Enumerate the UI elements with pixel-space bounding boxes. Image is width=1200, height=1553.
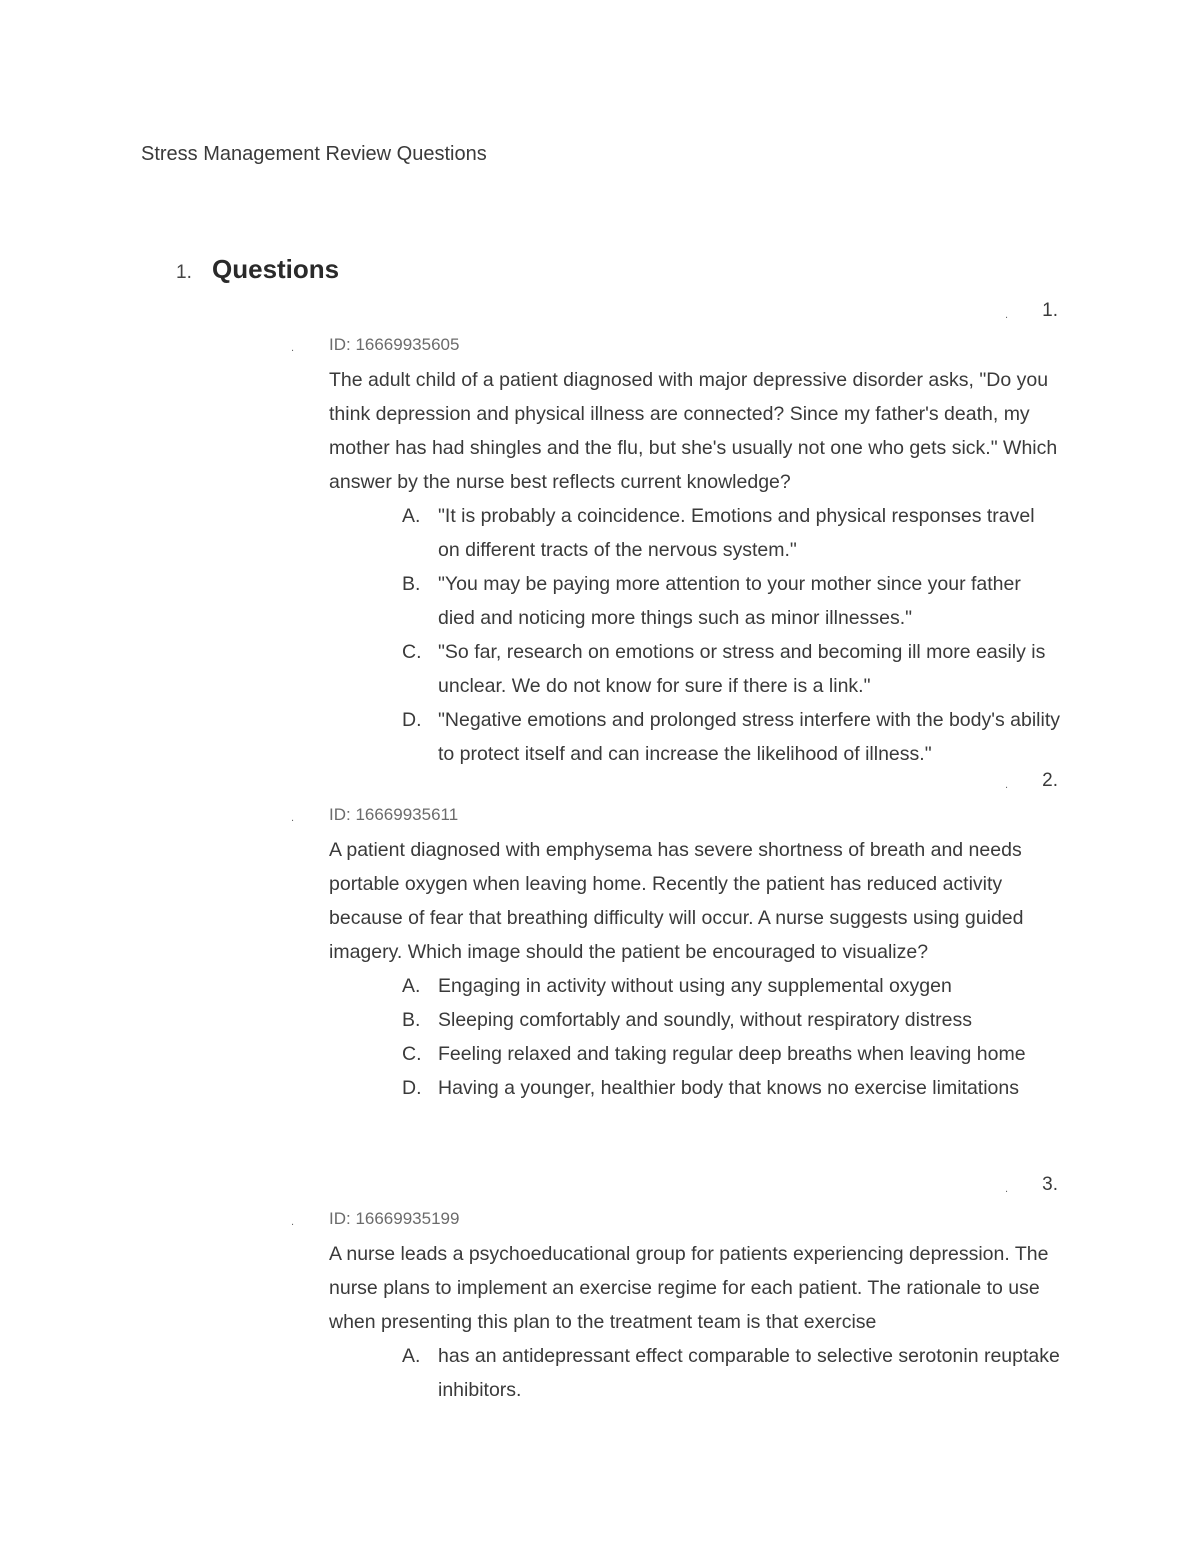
answer-options bbox=[329, 969, 1069, 1105]
answer-option bbox=[329, 499, 1069, 567]
option-text: Sleeping comfortably and soundly, without respiratory distress bbox=[438, 1009, 972, 1031]
answer-option bbox=[329, 1003, 1069, 1037]
section-heading: Questions bbox=[212, 254, 340, 284]
option-letter: D. bbox=[402, 709, 422, 731]
answer-options bbox=[329, 1339, 1069, 1407]
section-number: 1. bbox=[176, 262, 192, 283]
option-letter: A. bbox=[402, 505, 421, 527]
question-block bbox=[329, 803, 1069, 1105]
option-text: Engaging in activity without using any supplemental oxygen bbox=[438, 975, 952, 997]
question-id: ID: 16669935199 bbox=[329, 1209, 460, 1228]
answer-option bbox=[329, 1071, 1069, 1105]
question-id: ID: 16669935611 bbox=[329, 805, 459, 824]
option-letter: A. bbox=[402, 1345, 421, 1367]
bullet-dot: . bbox=[291, 342, 295, 354]
option-letter: C. bbox=[402, 641, 422, 663]
bullet-dot: . bbox=[291, 1216, 295, 1228]
bullet-dot: . bbox=[1005, 779, 1009, 791]
question-number: 1. bbox=[1042, 300, 1058, 321]
question-number-row bbox=[1000, 299, 1060, 323]
option-letter: B. bbox=[402, 1009, 421, 1031]
question-text: The adult child of a patient diagnosed with major depressive disorder asks, "Do you think depression and physical illness are connected? Since my father's death, my mother has had shingles and the flu, but she's usually not one who gets sick." Which answer by the nurse best reflects current knowledge? bbox=[329, 369, 1058, 493]
document-title: Stress Management Review Questions bbox=[141, 143, 487, 165]
question-text: A patient diagnosed with emphysema has severe shortness of breath and needs portable oxygen when leaving home. Recently the patient has reduced activity because of fear that breathing difficulty will occur. A nurse suggests using guided imagery. Which image should the patient be encouraged to visualize? bbox=[329, 839, 1024, 963]
answer-option bbox=[329, 703, 1069, 771]
question-block bbox=[329, 333, 1069, 771]
bullet-dot: . bbox=[1005, 309, 1009, 321]
question-number: 2. bbox=[1042, 770, 1058, 791]
option-letter: D. bbox=[402, 1077, 422, 1099]
question-block bbox=[329, 1207, 1069, 1407]
option-text: "You may be paying more attention to your mother since your father died and noticing more things such as minor illnesses." bbox=[438, 573, 1021, 629]
question-number-row bbox=[1000, 1173, 1060, 1197]
option-letter: A. bbox=[402, 975, 421, 997]
bullet-dot: . bbox=[291, 812, 295, 824]
option-text: "It is probably a coincidence. Emotions and physical responses travel on different tracts of the nervous system." bbox=[438, 505, 1035, 561]
bullet-dot: . bbox=[1005, 1183, 1009, 1195]
option-text: "So far, research on emotions or stress and becoming ill more easily is unclear. We do not know for sure if there is a link." bbox=[438, 641, 1046, 697]
option-letter: C. bbox=[402, 1043, 422, 1065]
answer-option bbox=[329, 1339, 1069, 1407]
answer-option bbox=[329, 635, 1069, 703]
option-text: Having a younger, healthier body that knows no exercise limitations bbox=[438, 1077, 1019, 1099]
question-number-row bbox=[1000, 769, 1060, 793]
answer-option bbox=[329, 969, 1069, 1003]
answer-options bbox=[329, 499, 1069, 771]
answer-option bbox=[329, 1037, 1069, 1071]
option-text: "Negative emotions and prolonged stress interfere with the body's ability to protect itself and can increase the likelihood of illness." bbox=[438, 709, 1060, 765]
question-id: ID: 16669935605 bbox=[329, 335, 460, 354]
option-letter: B. bbox=[402, 573, 421, 595]
option-text: Feeling relaxed and taking regular deep breaths when leaving home bbox=[438, 1043, 1026, 1065]
question-number: 3. bbox=[1042, 1174, 1058, 1195]
option-text: has an antidepressant effect comparable to selective serotonin reuptake inhibitors. bbox=[438, 1345, 1060, 1401]
section-header bbox=[176, 254, 339, 288]
question-text: A nurse leads a psychoeducational group for patients experiencing depression. The nurse plans to implement an exercise regime for each patient. The rationale to use when presenting this plan to the treatment team is that exercise bbox=[329, 1243, 1049, 1333]
answer-option bbox=[329, 567, 1069, 635]
